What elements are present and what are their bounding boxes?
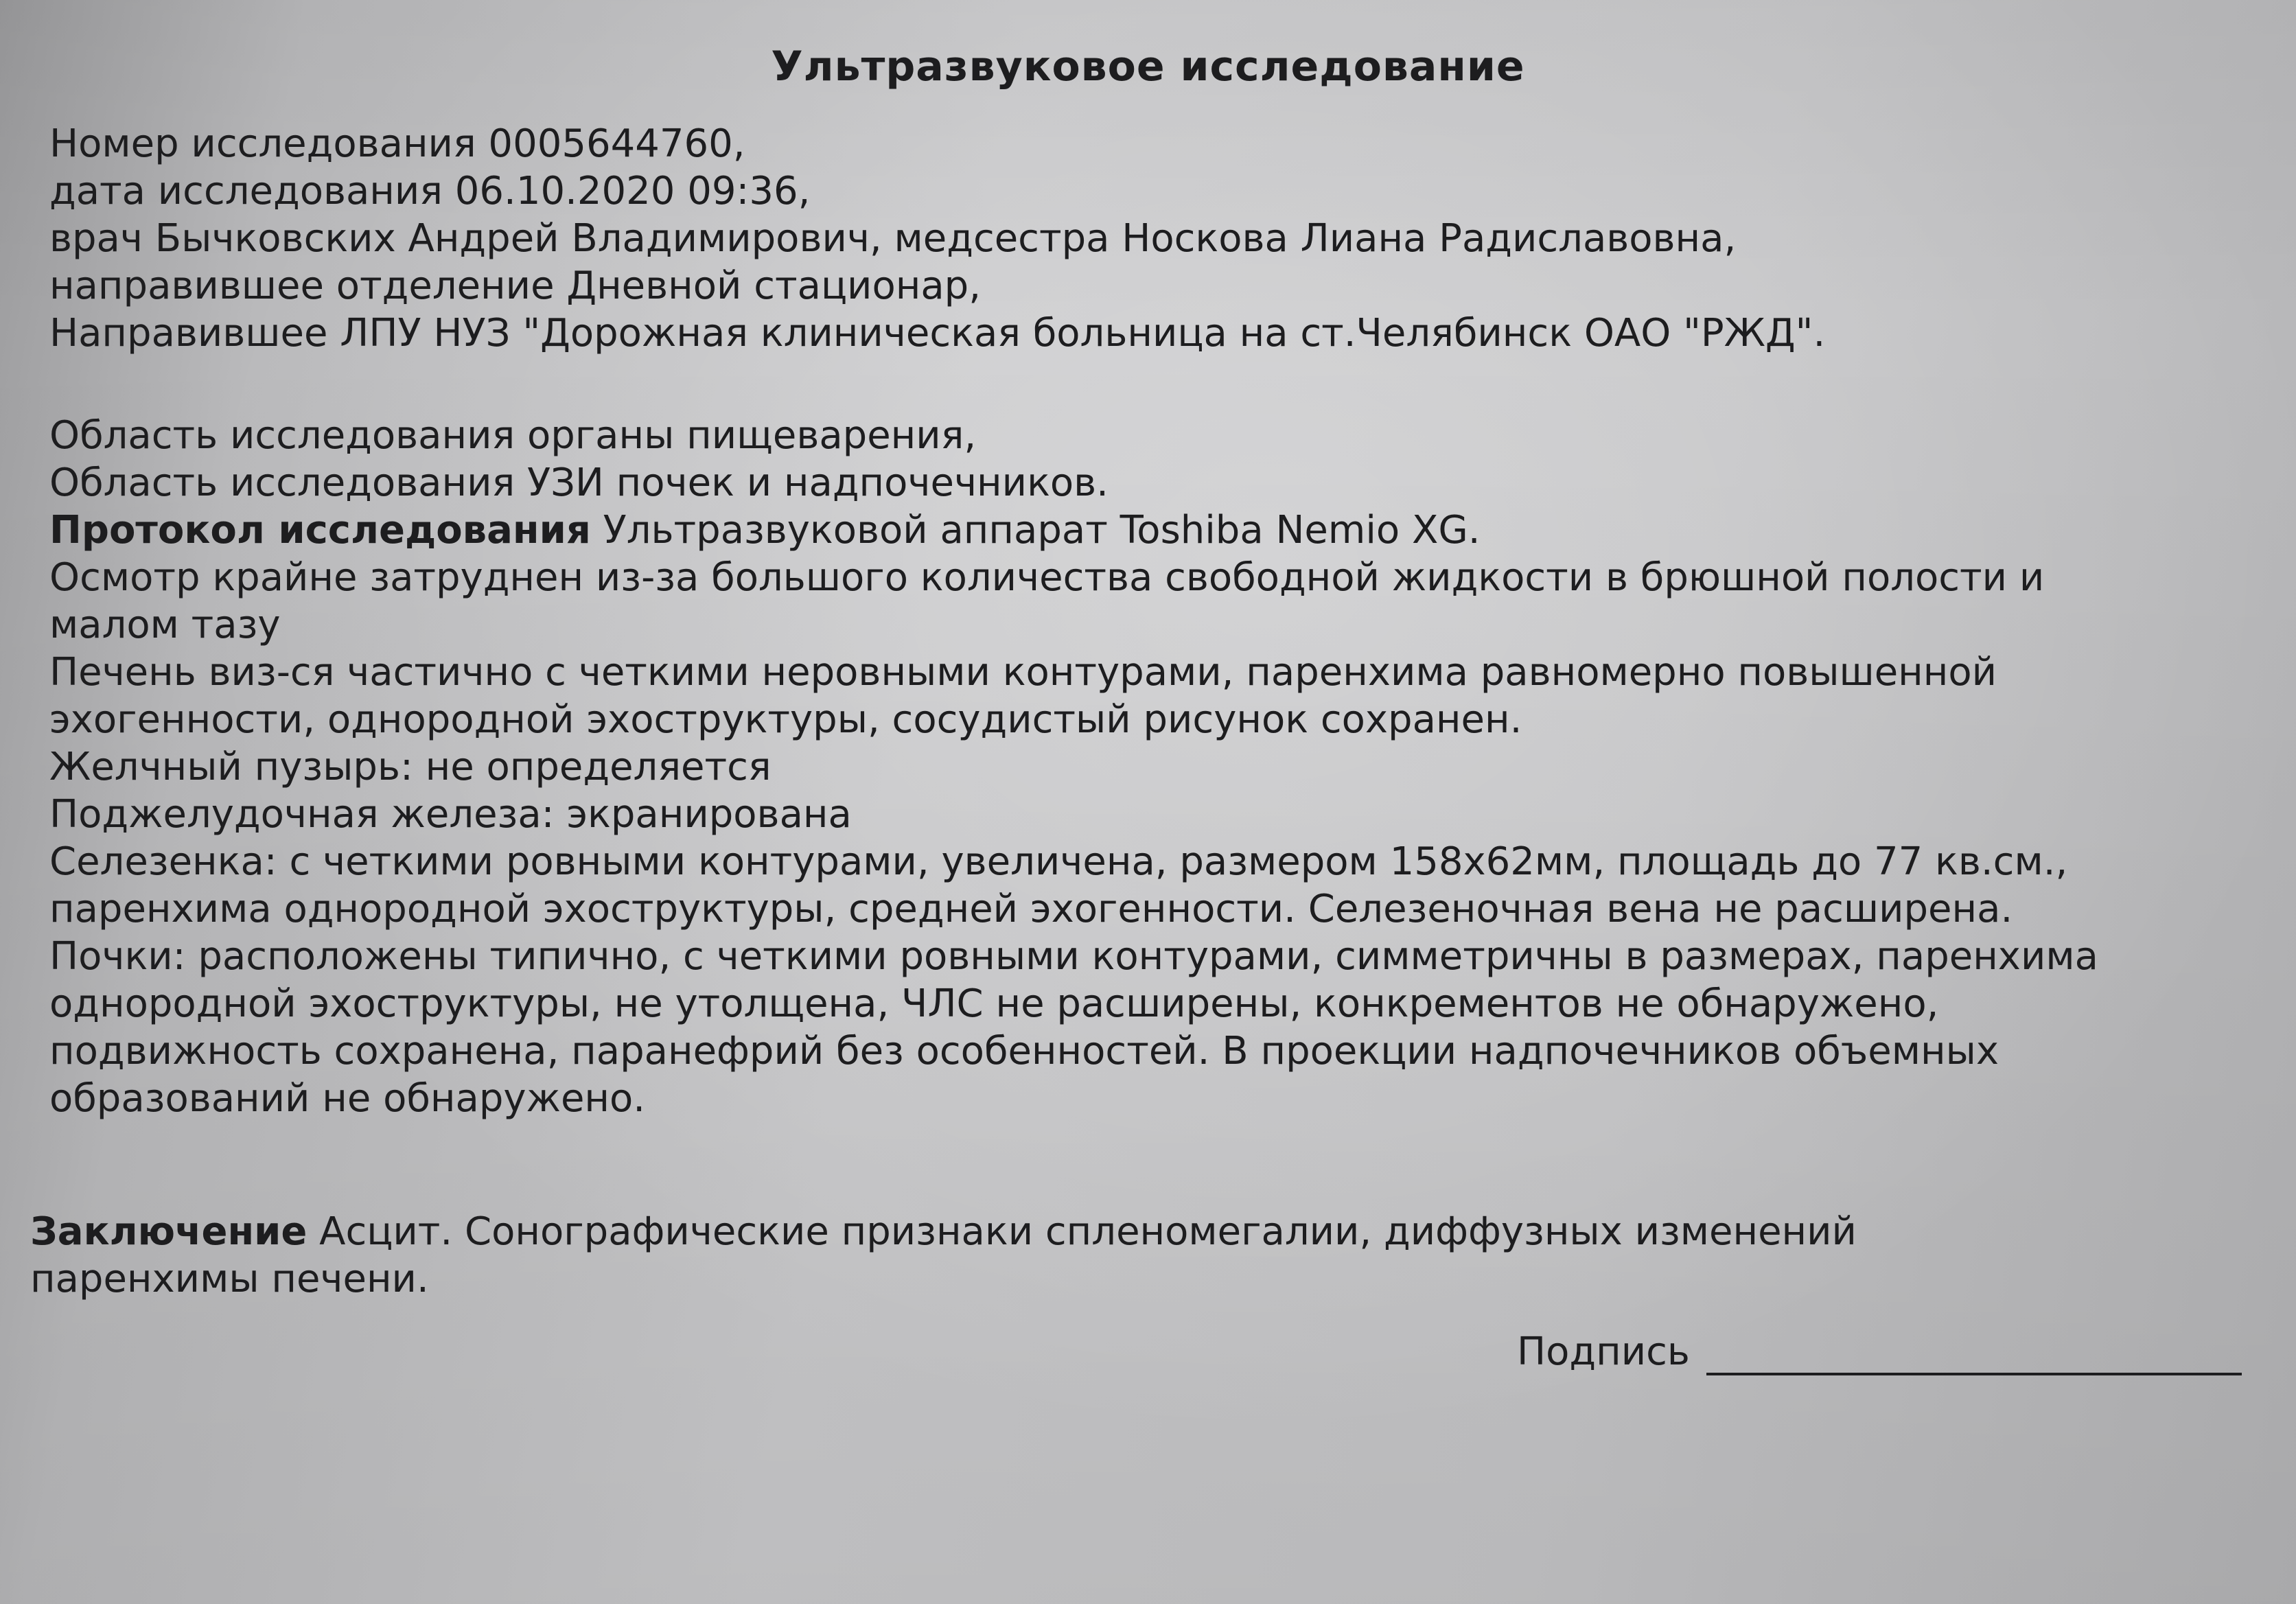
finding-line: Почки: расположены типично, с четкими ровными контурами, симметричны в размерах, паренхима xyxy=(49,934,2098,979)
signature-block xyxy=(1517,1328,2242,1375)
document-title: Ультразвуковое исследование xyxy=(771,43,1525,91)
study-body xyxy=(49,412,2246,1122)
finding-line: малом тазу xyxy=(49,603,281,647)
referring-department: направившее отделение Дневной стационар, xyxy=(49,264,981,308)
referring-hospital: Направившее ЛПУ НУЗ "Дорожная клиническая больница на ст.Челябинск ОАО "РЖД". xyxy=(49,311,1826,356)
conclusion-line-2: паренхимы печени. xyxy=(30,1257,429,1301)
finding-line: Желчный пузырь: не определяется xyxy=(49,745,772,789)
finding-line: подвижность сохранена, паранефрий без особенностей. В проекции надпочечников объемных xyxy=(49,1029,1999,1073)
finding-line: Селезенка: с четкими ровными контурами, увеличена, размером 158х62мм, площадь до 77 кв.см., xyxy=(49,839,2068,884)
protocol-label: Протокол исследования xyxy=(49,508,591,553)
protocol-text: Ультразвуковой аппарат Toshiba Nemio XG. xyxy=(590,508,1481,553)
signature-label: Подпись xyxy=(1517,1329,1690,1374)
conclusion xyxy=(30,1208,2227,1303)
area-kidneys: Область исследования УЗИ почек и надпочечников. xyxy=(49,461,1109,505)
signature-line xyxy=(1706,1337,2242,1375)
finding-line: эхогенности, однородной эхоструктуры, сосудистый рисунок сохранен. xyxy=(49,697,1522,742)
protocol-line xyxy=(49,507,2246,554)
conclusion-label: Заключение xyxy=(30,1209,308,1254)
finding-line: Поджелудочная железа: экранирована xyxy=(49,792,852,837)
conclusion-line-1 xyxy=(30,1208,2227,1255)
study-metadata xyxy=(49,120,2246,357)
finding-line: Осмотр крайне затруднен из-за большого количества свободной жидкости в брюшной полости и xyxy=(49,555,2045,600)
finding-line: однородной эхоструктуры, не утолщена, ЧЛС не расширены, конкрементов не обнаружено, xyxy=(49,981,1939,1026)
conclusion-text: Асцит. Сонографические признаки спленомегалии, диффузных изменений xyxy=(307,1209,1857,1254)
study-date: дата исследования 06.10.2020 09:36, xyxy=(49,169,811,213)
finding-line: образований не обнаружено. xyxy=(49,1076,646,1121)
finding-line: паренхима однородной эхоструктуры, средней эхогенности. Селезеночная вена не расширена. xyxy=(49,887,2013,931)
area-digestive: Область исследования органы пищеварения, xyxy=(49,413,977,458)
study-number: Номер исследования 0005644760, xyxy=(49,121,745,166)
finding-line: Печень виз-ся частично с четкими неровными контурами, паренхима равномерно повышенной xyxy=(49,650,1997,695)
doctor-nurse: врач Бычковских Андрей Владимирович, медсестра Носкова Лиана Радиславовна, xyxy=(49,216,1737,261)
